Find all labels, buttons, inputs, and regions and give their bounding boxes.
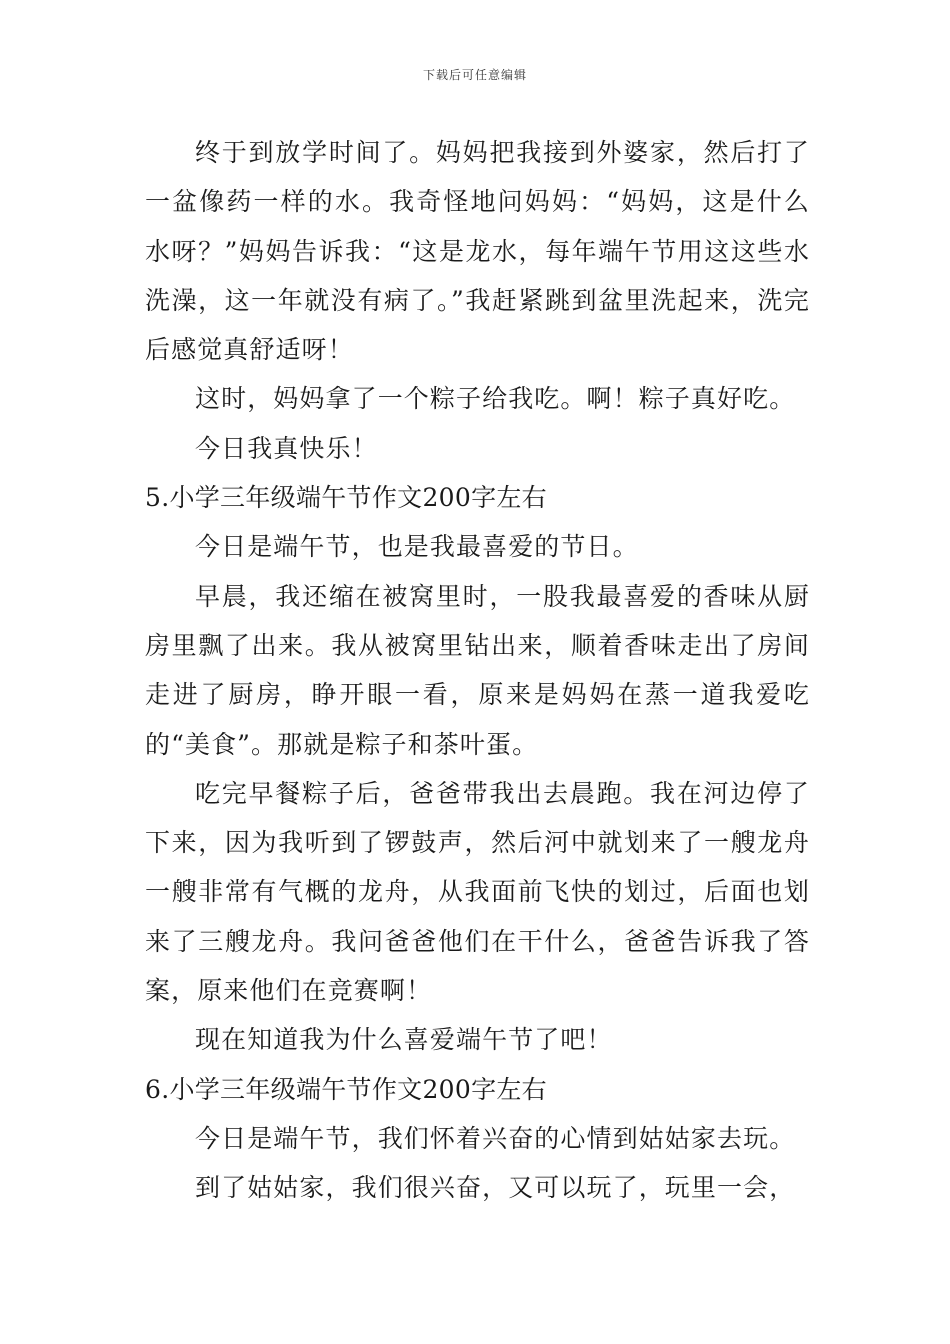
paragraph: 今日是端午节，也是我最喜爱的节日。 bbox=[195, 532, 639, 562]
paragraph: 这时，妈妈拿了一个粽子给我吃。啊！粽子真好吃。 bbox=[195, 384, 796, 414]
paragraph: 早晨，我还缩在被窝里时，一股我最喜爱的香味从厨房里飘了出来。我从被窝里钻出来，顺着香味走出了房间走进了厨房，睁开眼一看，原来是妈妈在蒸一道我爱吃的“美食”。那就是粽子和茶叶蛋。 bbox=[145, 581, 810, 759]
paragraph: 现在知道我为什么喜爱端午节了吧！ bbox=[195, 1025, 613, 1055]
section-heading: 5.小学三年级端午节作文200字左右 bbox=[145, 483, 547, 513]
paragraph: 到了姑姑家，我们很兴奋，又可以玩了，玩里一会， bbox=[195, 1173, 796, 1203]
page-header: 下载后可任意编辑 bbox=[422, 68, 527, 82]
paragraph: 今日我真快乐！ bbox=[195, 433, 378, 463]
section-heading: 6.小学三年级端午节作文200字左右 bbox=[145, 1074, 547, 1104]
paragraph: 吃完早餐粽子后，爸爸带我出去晨跑。我在河边停了下来，因为我听到了锣鼓声，然后河中就划来了一艘龙舟一艘非常有气概的龙舟，从我面前飞快的划过，后面也划来了三艘龙舟。我问爸爸他们在干什么，爸爸告诉我了答案，原来他们在竞赛啊！ bbox=[145, 778, 810, 1006]
paragraph: 今日是端午节，我们怀着兴奋的心情到姑姑家去玩。 bbox=[195, 1123, 796, 1153]
paragraph: 终于到放学时间了。妈妈把我接到外婆家，然后打了一盆像药一样的水。我奇怪地问妈妈：“妈妈，这是什么水呀？”妈妈告诉我：“这是龙水，每年端午节用这这些水洗澡，这一年就没有病了。”我赶紧跳到盆里洗起来，洗完后感觉真舒适呀！ bbox=[145, 138, 810, 365]
document-body bbox=[145, 128, 810, 1213]
